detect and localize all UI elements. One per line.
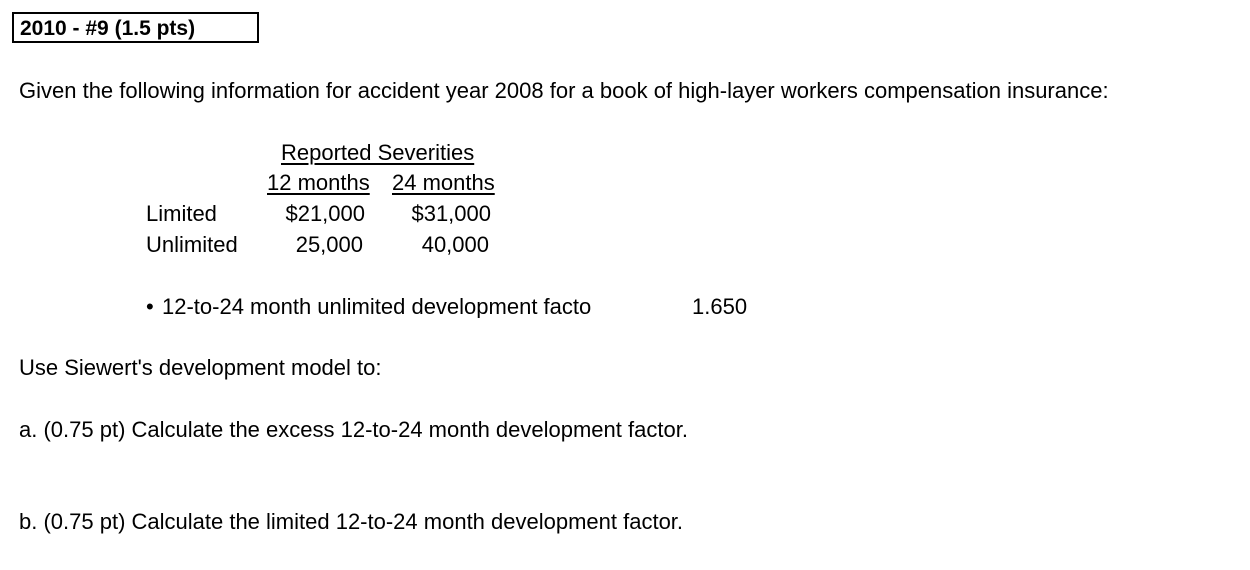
cell-unlimited-12-months: 25,000 bbox=[295, 232, 363, 257]
bullet-value: 1.650 bbox=[692, 294, 748, 319]
question-a: a. (0.75 pt) Calculate the excess 12-to-24 month development factor. bbox=[19, 417, 688, 442]
bullet-marker: • bbox=[146, 294, 154, 319]
cell-limited-12-months: $21,000 bbox=[285, 201, 365, 226]
intro-text: Given the following information for accident year 2008 for a book of high-layer workers compensation insurance: bbox=[19, 78, 1109, 103]
row-label-limited: Limited bbox=[146, 201, 217, 226]
cell-unlimited-24-months: 40,000 bbox=[421, 232, 489, 257]
bullet-text: 12-to-24 month unlimited development facto bbox=[162, 296, 592, 318]
instruction-text: Use Siewert's development model to: bbox=[19, 355, 382, 380]
row-label-unlimited: Unlimited bbox=[146, 232, 238, 257]
table-group-header: Reported Severities bbox=[281, 140, 475, 165]
column-header-24-months: 24 months bbox=[392, 170, 495, 195]
question-header-title: 2010 - #9 (1.5 pts) bbox=[20, 17, 196, 40]
question-b: b. (0.75 pt) Calculate the limited 12-to-24 month development factor. bbox=[19, 509, 684, 534]
column-header-12-months: 12 months bbox=[267, 170, 370, 195]
cell-limited-24-months: $31,000 bbox=[411, 201, 491, 226]
question-header-box bbox=[12, 12, 259, 43]
